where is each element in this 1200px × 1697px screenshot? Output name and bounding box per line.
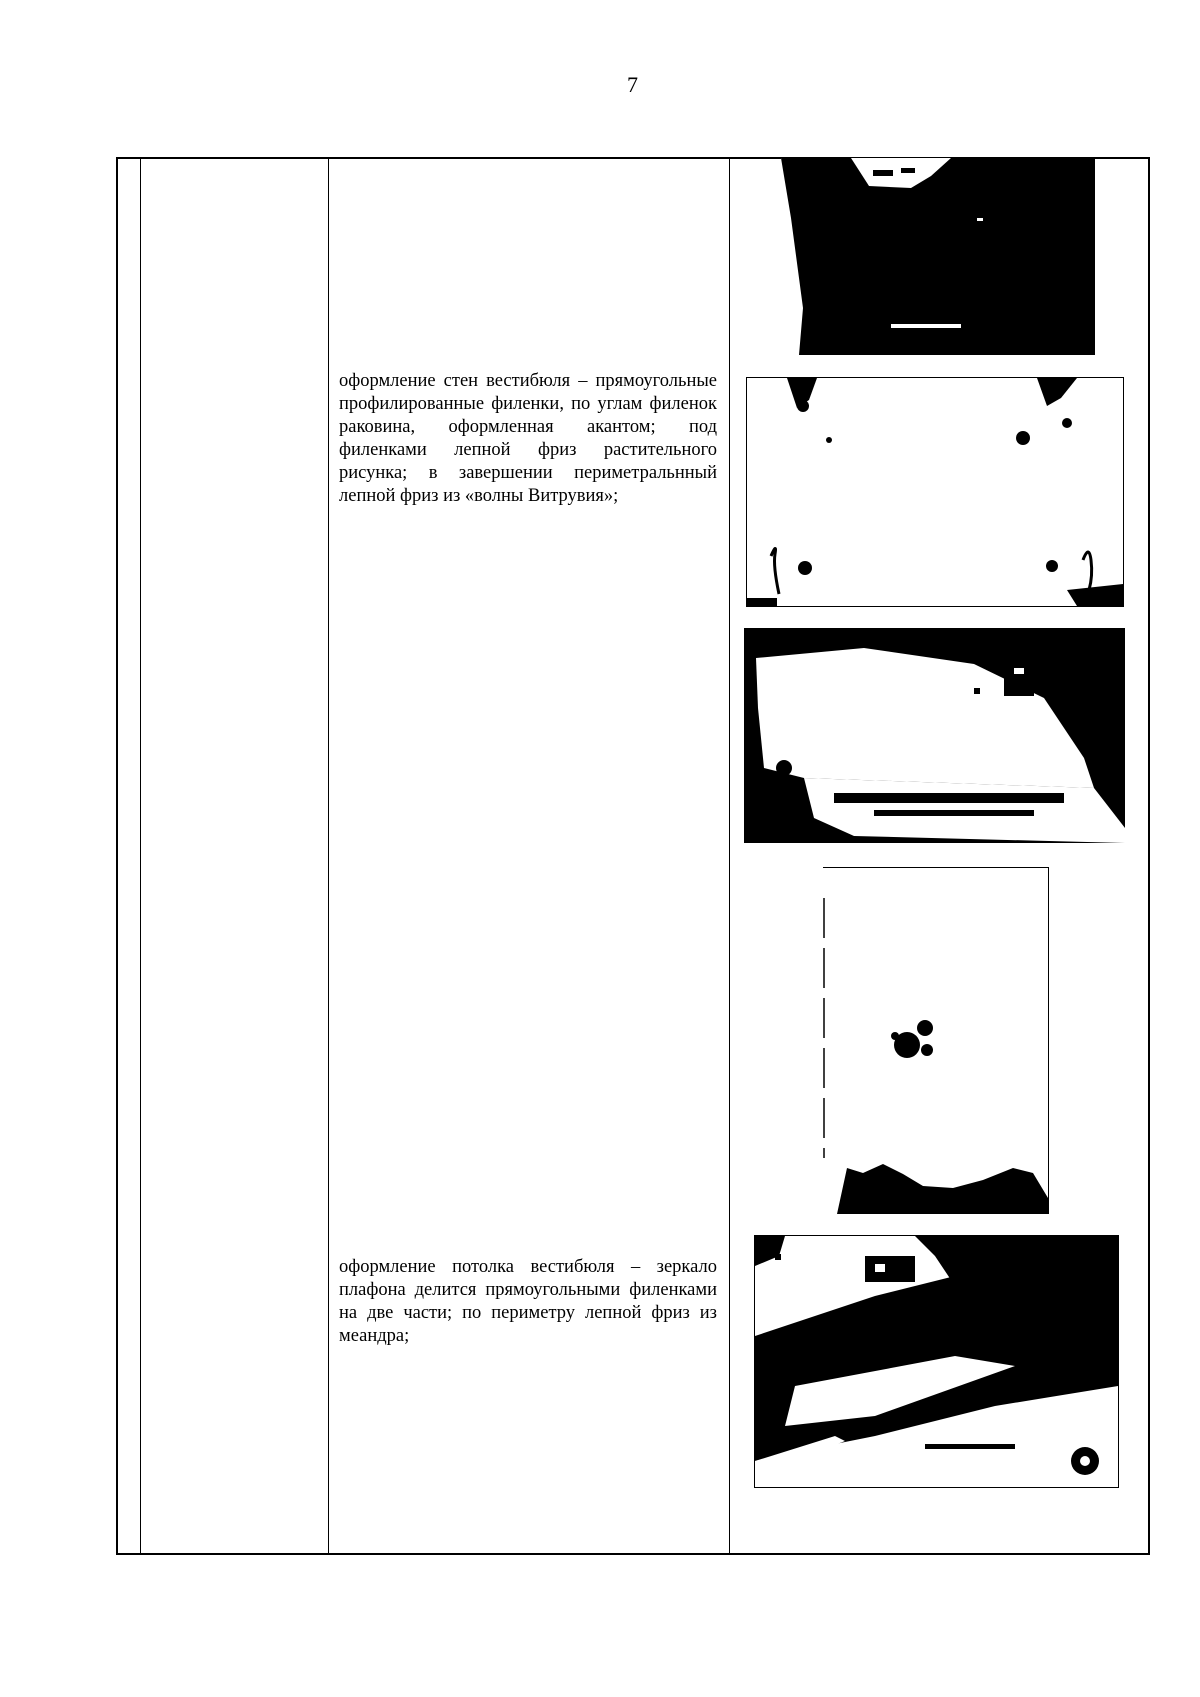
wall-panel-rosette-photo [823,867,1049,1214]
wall-decoration-description: оформление стен вестибюля – прямоугольные профилированные филенки, по углам филенок раковина, оформленная акантом; под филенками лепной фриз растительного рисунка; в завершении периметральнный лепной фриз из «волны Витрувия»; [339,371,717,506]
column-divider-description [729,159,730,1553]
wall-panel-photo [781,158,1095,355]
cornice-photo [744,628,1125,843]
column-divider-name [328,159,329,1553]
ceiling-decoration-description: оформление потолка вестибюля – зеркало плафона делится прямоугольными филенками на две части; по периметру лепной фриз из меандра; [339,1257,717,1346]
wall-panel-shell-photo [746,377,1124,607]
column-divider-number [140,159,141,1553]
ceiling-photo [754,1235,1119,1488]
page-number: 7 [627,72,638,97]
